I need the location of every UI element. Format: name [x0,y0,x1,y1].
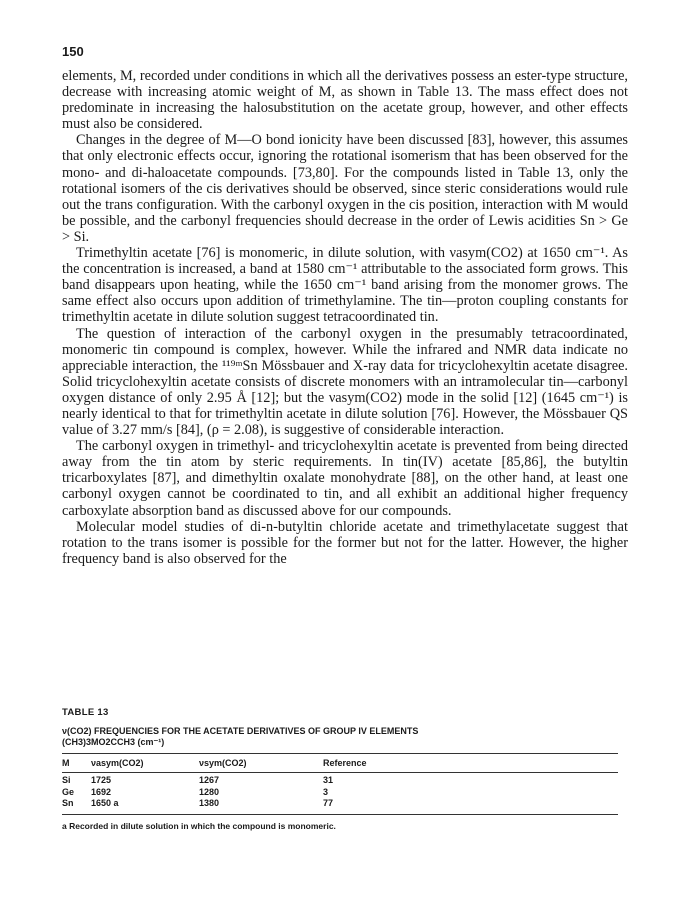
cell-asym: 1692 [91,786,112,797]
column-header-sym: νsym(CO2) [199,758,247,768]
cell-element: Si [62,775,71,785]
table-caption-line: (CH3)3MO2CCH3 (cm⁻¹) [62,737,165,747]
column-header-asym: νasym(CO2) [91,758,144,768]
table-caption [62,726,618,748]
cell-sym: 1380 [199,798,220,808]
cell-sym: 1280 [199,786,220,797]
cell-reference: 77 [323,798,334,808]
cell-asym: 1650 a [91,798,119,808]
paragraph: Changes in the degree of M—O bond ionicity have been discussed [83], however, this assumes that only electronic effects occur, ignoring the rotational isomerism that has been observed for the mono- and di-haloacetate compounds. [73,80]. For the compounds listed in Table 13, only the rotational isomers of the cis derivatives should be observed, since steric considerations would rule out the trans configuration. With the carbonyl oxygen in the cis position, interaction with M would be possible, and the carbonyl frequencies should decrease in the order of Lewis acidities Sn > Ge > Si. [62,132,628,245]
body-text [62,68,628,567]
cell-element: Ge [62,786,75,797]
table-footnote: a Recorded in dilute solution in which the compound is monomeric. [62,820,336,831]
paragraph: Trimethyltin acetate [76] is monomeric, in dilute solution, with νasym(CO2) at 1650 cm⁻¹. As the concentration is increased, a band at 1580 cm⁻¹ attributable to the associated form grows. This band disappears upon heating, while the 1650 cm⁻¹ band arising from the monomer grows. The same effect also occurs upon addition of trimethylamine. The tin—proton coupling constants for trimethyltin acetate in dilute solution suggest tetracoordinated tin. [62,245,628,326]
table-row [62,787,618,799]
paragraph: The question of interaction of the carbonyl oxygen in the presumably tetracoordinated, monomeric tin compound is complex, however. While the infrared and NMR data indicate no appreciable interaction, the ¹¹⁹ᵐSn Mössbauer and X-ray data for tricyclohexyltin acetate disagree. Solid tricyclohexyltin acetate consists of discrete monomers with an intramolecular tin—carbonyl oxygen distance of only 2.95 Å [12]; but the νasym(CO2) mode in the solid [12] (1645 cm⁻¹) is nearly identical to that for trimethyltin acetate in dilute solution [76]. However, the Mössbauer QS value of 3.27 mm/s [84], (ρ = 2.08), is suggestive of considerable interaction. [62,325,628,439]
cell-sym: 1267 [199,775,220,785]
cell-element: Sn [62,798,74,808]
paragraph: The carbonyl oxygen in trimethyl- and tricyclohexyltin acetate is prevented from being directed away from the tin atom by steric requirements. In tin(IV) acetate [85,86], the butyltin tricarboxylates [87], and dimethyltin oxalate monohydrate [88], on the other hand, at least one carbonyl oxygen cannot be coordinated to tin, and all exhibit an additional higher frequency carboxylate absorption band as discussed above for our compounds. [62,438,628,519]
table-body [62,773,618,815]
table-caption-line: ν(CO2) FREQUENCIES FOR THE ACETATE DERIVATIVES OF GROUP IV ELEMENTS [62,726,419,736]
column-header-reference: Reference [323,758,367,768]
table-header-row [62,754,618,773]
table-label: TABLE 13 [62,707,109,718]
cell-reference: 31 [323,775,334,785]
cell-asym: 1725 [91,775,112,785]
paragraph: Molecular model studies of di-n-butyltin chloride acetate and trimethylacetate suggest that rotation to the trans isomer is possible for the former but not for the latter. However, the higher frequency band is also observed for the [62,518,628,567]
page-number: 150 [62,44,84,59]
table-13 [62,707,618,831]
table-row [62,775,618,787]
paragraph: elements, M, recorded under conditions in which all the derivatives possess an ester-type structure, decrease with increasing atomic weight of M, as shown in Table 13. The mass effect does not predominate in increasing the halosubstitution on the acetate group, however, and other effects must also be considered. [62,68,628,133]
cell-reference: 3 [323,786,329,797]
table-row [62,798,618,810]
column-header-m: M [62,758,70,768]
